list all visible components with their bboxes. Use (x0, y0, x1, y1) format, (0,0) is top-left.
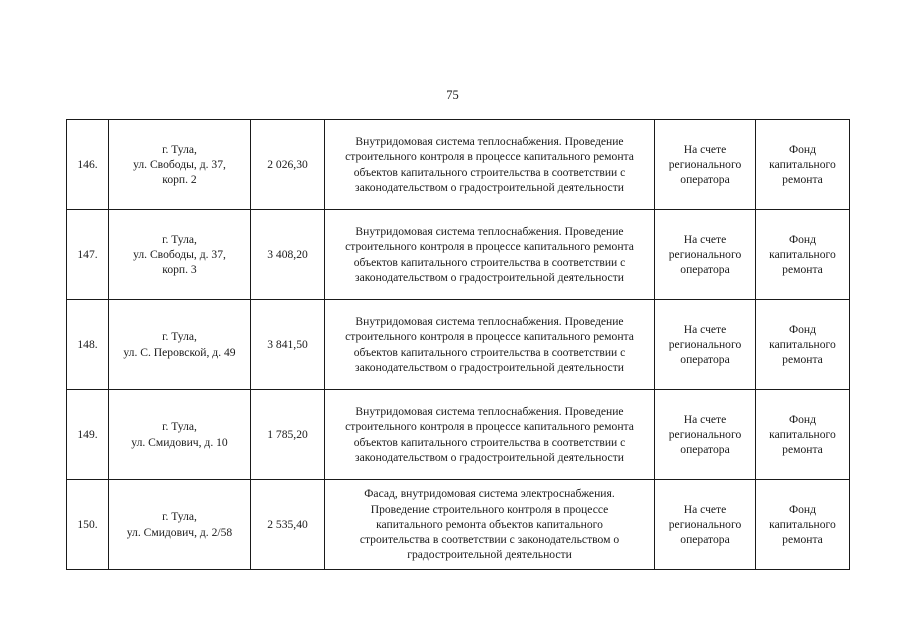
area-cell (251, 480, 325, 570)
method-line: На счете (683, 502, 727, 516)
work-line: Внутридомовая система теплоснабжения. Проведение (355, 405, 624, 419)
method-line: регионального (668, 247, 742, 261)
work-line: законодательством о градостроительной деятельности (355, 360, 624, 374)
source-line: Фонд (788, 232, 817, 246)
area-value: 3 841,50 (267, 337, 308, 351)
table-body (67, 120, 850, 570)
num-value: 147. (77, 247, 98, 261)
funding-source-cell (756, 300, 850, 390)
address-cell (109, 480, 251, 570)
table-row (67, 480, 850, 570)
work-line: строительного контроля в процессе капитального ремонта (345, 420, 634, 434)
source-line: Фонд (788, 322, 817, 336)
method-line: оператора (680, 173, 730, 187)
work-line: строительного контроля в процессе капитального ремонта (345, 150, 634, 164)
address-line: ул. Свободы, д. 37, (133, 157, 226, 171)
row-number (67, 480, 109, 570)
work-line: Внутридомовая система теплоснабжения. Проведение (355, 225, 624, 239)
num-value: 150. (77, 517, 98, 531)
work-line: объектов капитального строительства в соответствии с (353, 435, 626, 449)
funding-source-cell (756, 210, 850, 300)
row-number (67, 120, 109, 210)
work-line: Проведение строительного контроля в процессе (370, 502, 609, 516)
address-cell (109, 300, 251, 390)
funding-method-cell (655, 120, 756, 210)
method-line: регионального (668, 337, 742, 351)
work-line: капитального ремонта объектов капитального (376, 517, 603, 531)
work-description-cell (325, 480, 655, 570)
method-line: оператора (680, 533, 730, 547)
source-line: Фонд (788, 142, 817, 156)
address-line: ул. Смидович, д. 10 (131, 435, 228, 449)
address-line: г. Тула, (162, 232, 197, 246)
work-line: объектов капитального строительства в соответствии с (353, 255, 626, 269)
method-line: оператора (680, 353, 730, 367)
work-line: строительного контроля в процессе капитального ремонта (345, 240, 634, 254)
source-line: ремонта (782, 353, 823, 367)
source-line: ремонта (782, 173, 823, 187)
table-row (67, 120, 850, 210)
address-line: корп. 3 (162, 263, 197, 277)
work-line: объектов капитального строительства в соответствии с (353, 165, 626, 179)
area-value: 2 535,40 (267, 517, 308, 531)
work-line: Внутридомовая система теплоснабжения. Проведение (355, 135, 624, 149)
num-value: 148. (77, 337, 98, 351)
method-line: На счете (683, 322, 727, 336)
row-number (67, 210, 109, 300)
funding-source-cell (756, 120, 850, 210)
work-line: строительства в соответствии с законодательством о (359, 533, 620, 547)
method-line: На счете (683, 142, 727, 156)
source-line: Фонд (788, 412, 817, 426)
work-description-cell (325, 300, 655, 390)
table-row (67, 390, 850, 480)
work-line: градостроительной деятельности (407, 548, 572, 562)
funding-method-cell (655, 390, 756, 480)
work-line: объектов капитального строительства в соответствии с (353, 345, 626, 359)
area-value: 3 408,20 (267, 247, 308, 261)
method-line: оператора (680, 263, 730, 277)
row-number (67, 390, 109, 480)
area-cell (251, 120, 325, 210)
work-line: законодательством о градостроительной деятельности (355, 450, 624, 464)
table-row (67, 210, 850, 300)
address-line: г. Тула, (162, 420, 197, 434)
address-line: г. Тула, (162, 510, 197, 524)
address-cell (109, 120, 251, 210)
funding-source-cell (756, 390, 850, 480)
method-line: На счете (683, 412, 727, 426)
source-line: капитального (769, 517, 836, 531)
source-line: ремонта (782, 443, 823, 457)
source-line: капитального (769, 247, 836, 261)
address-line: корп. 2 (162, 173, 197, 187)
funding-source-cell (756, 480, 850, 570)
funding-method-cell (655, 210, 756, 300)
address-line: г. Тула, (162, 330, 197, 344)
address-line: ул. С. Перовской, д. 49 (123, 345, 236, 359)
work-line: законодательством о градостроительной деятельности (355, 270, 624, 284)
source-line: ремонта (782, 533, 823, 547)
work-line: законодательством о градостроительной деятельности (355, 180, 624, 194)
work-description-cell (325, 390, 655, 480)
table-row (67, 300, 850, 390)
row-number (67, 300, 109, 390)
page-number: 75 (446, 88, 459, 102)
source-line: капитального (769, 337, 836, 351)
area-cell (251, 300, 325, 390)
num-value: 146. (77, 157, 98, 171)
method-line: регионального (668, 427, 742, 441)
method-line: регионального (668, 157, 742, 171)
address-line: ул. Свободы, д. 37, (133, 247, 226, 261)
source-line: Фонд (788, 502, 817, 516)
capital-repair-table (66, 119, 850, 570)
method-line: оператора (680, 443, 730, 457)
source-line: капитального (769, 157, 836, 171)
address-cell (109, 390, 251, 480)
work-line: Фасад, внутридомовая система электроснабжения. (364, 487, 615, 501)
funding-method-cell (655, 300, 756, 390)
num-value: 149. (77, 427, 98, 441)
address-line: г. Тула, (162, 142, 197, 156)
address-line: ул. Смидович, д. 2/58 (126, 525, 233, 539)
source-line: капитального (769, 427, 836, 441)
area-value: 1 785,20 (267, 427, 308, 441)
address-cell (109, 210, 251, 300)
funding-method-cell (655, 480, 756, 570)
area-cell (251, 210, 325, 300)
method-line: регионального (668, 517, 742, 531)
area-cell (251, 390, 325, 480)
work-description-cell (325, 210, 655, 300)
area-value: 2 026,30 (267, 157, 308, 171)
work-line: Внутридомовая система теплоснабжения. Проведение (355, 315, 624, 329)
work-description-cell (325, 120, 655, 210)
work-line: строительного контроля в процессе капитального ремонта (345, 330, 634, 344)
source-line: ремонта (782, 263, 823, 277)
method-line: На счете (683, 232, 727, 246)
